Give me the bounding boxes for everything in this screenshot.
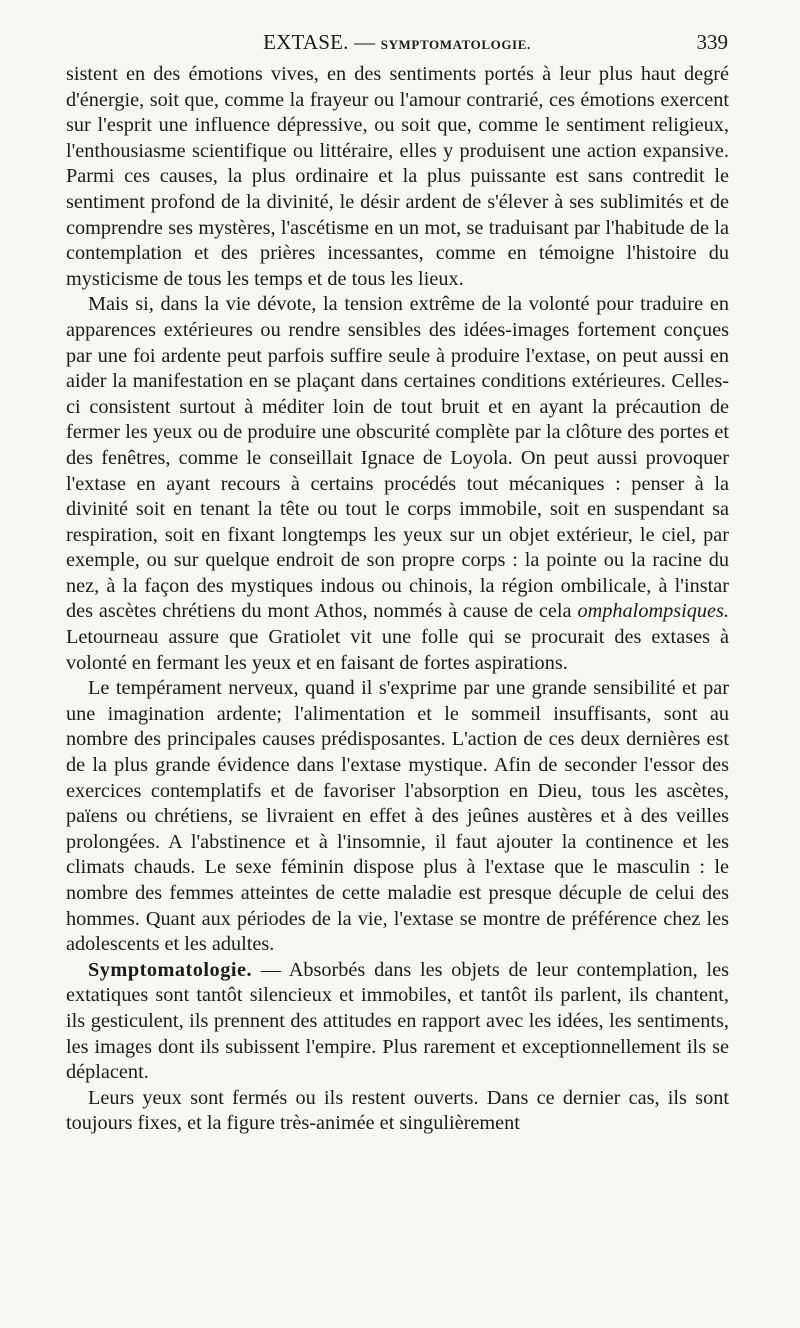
running-head-subtitle: SYMPTOMATOLOGIE. (380, 37, 531, 52)
paragraph-5 (66, 1086, 729, 1137)
page-number: 339 (696, 30, 728, 54)
paragraph-text: Leurs yeux sont fermés ou ils restent ouverts. Dans ce dernier cas, ils sont toujours fixes, et la figure très-animée et singulièrement (66, 1086, 729, 1135)
paragraph-1 (66, 62, 729, 292)
section-heading: Symptomatologie. (88, 958, 253, 981)
paragraph-text-continued: Letourneau assure que Gratiolet vit une folle qui se procurait des extases à volonté en fermant les yeux et en faisant de fortes aspirations. (66, 626, 729, 674)
body-text (66, 62, 729, 1137)
paragraph-3 (66, 676, 729, 958)
italic-term: omphalompsiques. (577, 600, 730, 623)
paragraph-text: Le tempérament nerveux, quand il s'exprime par une grande sensibilité et par une imagination ardente; l'alimentation et le sommeil insuffisants, sont au nombre des principales causes prédisposantes. L'action de ces deux dernières est de la plus grande évidence dans l'extase mystique. Afin de seconder l'essor des exercices contemplatifs et de favoriser l'absorption en Dieu, tous les ascètes, païens ou chrétiens, se livraient en effet à des jeûnes austères et à des veilles prolongées. A l'abstinence et à l'insomnie, il faut ajouter la continence et les climats chauds. Le sexe féminin dispose plus à l'extase que le masculin : le nombre des femmes atteintes de cette maladie est presque décuple de celui des hommes. Quant aux périodes de la vie, l'extase se montre de préférence chez les adolescents et les adultes. (66, 677, 729, 956)
page-header (66, 30, 728, 60)
running-head-title: EXTASE. — (263, 30, 376, 54)
running-head (66, 30, 728, 55)
paragraph-4 (66, 958, 729, 1086)
paragraph-text: — Absorbés dans les objets de leur contemplation, les extatiques sont tantôt silencieux et immobiles, et tantôt ils parlent, ils chantent, ils gesticulent, ils prennent des attitudes en rapport avec les idées, les sentiments, les images dont ils subissent l'empire. Plus rarement et exceptionnellement ils se déplacent. (66, 958, 729, 1084)
paragraph-2 (66, 292, 729, 676)
paragraph-text: Mais si, dans la vie dévote, la tension extrême de la volonté pour traduire en apparences extérieures ou rendre sensibles des idées-images fortement conçues par une foi ardente peut parfois suffire seule à produire l'extase, on peut aussi en aider la manifestation en se plaçant dans certaines conditions extérieures. Celles-ci consistent surtout à méditer loin de tout bruit et en ayant la précaution de fermer les yeux ou de produire une obscurité complète par la clôture des portes et des fenêtres, comme le conseillait Ignace de Loyola. On peut aussi provoquer l'extase en ayant recours à certains procédés tout mécaniques : penser à la divinité soit en tenant la tête ou tout le corps immobile, soit en suspendant sa respiration, soit en fixant longtemps les yeux sur un objet extérieur, le ciel, par exemple, ou sur quelque endroit de son propre corps : la pointe ou la racine du nez, à la façon des mystiques indous ou chinois, la région ombilicale, à l'instar des ascètes chrétiens du mont Athos, nommés à cause de cela (66, 293, 729, 623)
paragraph-text: sistent en des émotions vives, en des sentiments portés à leur plus haut degré d'énergie, soit que, comme la frayeur ou l'amour contrarié, ces émotions exercent sur l'esprit une influence dépressive, ou soit que, comme le sentiment religieux, l'enthousiasme scientifique ou littéraire, elles y produisent une action expansive. Parmi ces causes, la plus ordinaire et la plus puissante est sans contredit le sentiment profond de la divinité, le désir ardent de s'élever à ses sublimités et de comprendre ses mystères, l'ascétisme en un mot, se traduisant par l'habitude de la contemplation et des prières incessantes, comme en témoigne l'histoire du mysticisme de tous les temps et de tous les lieux. (66, 63, 729, 290)
